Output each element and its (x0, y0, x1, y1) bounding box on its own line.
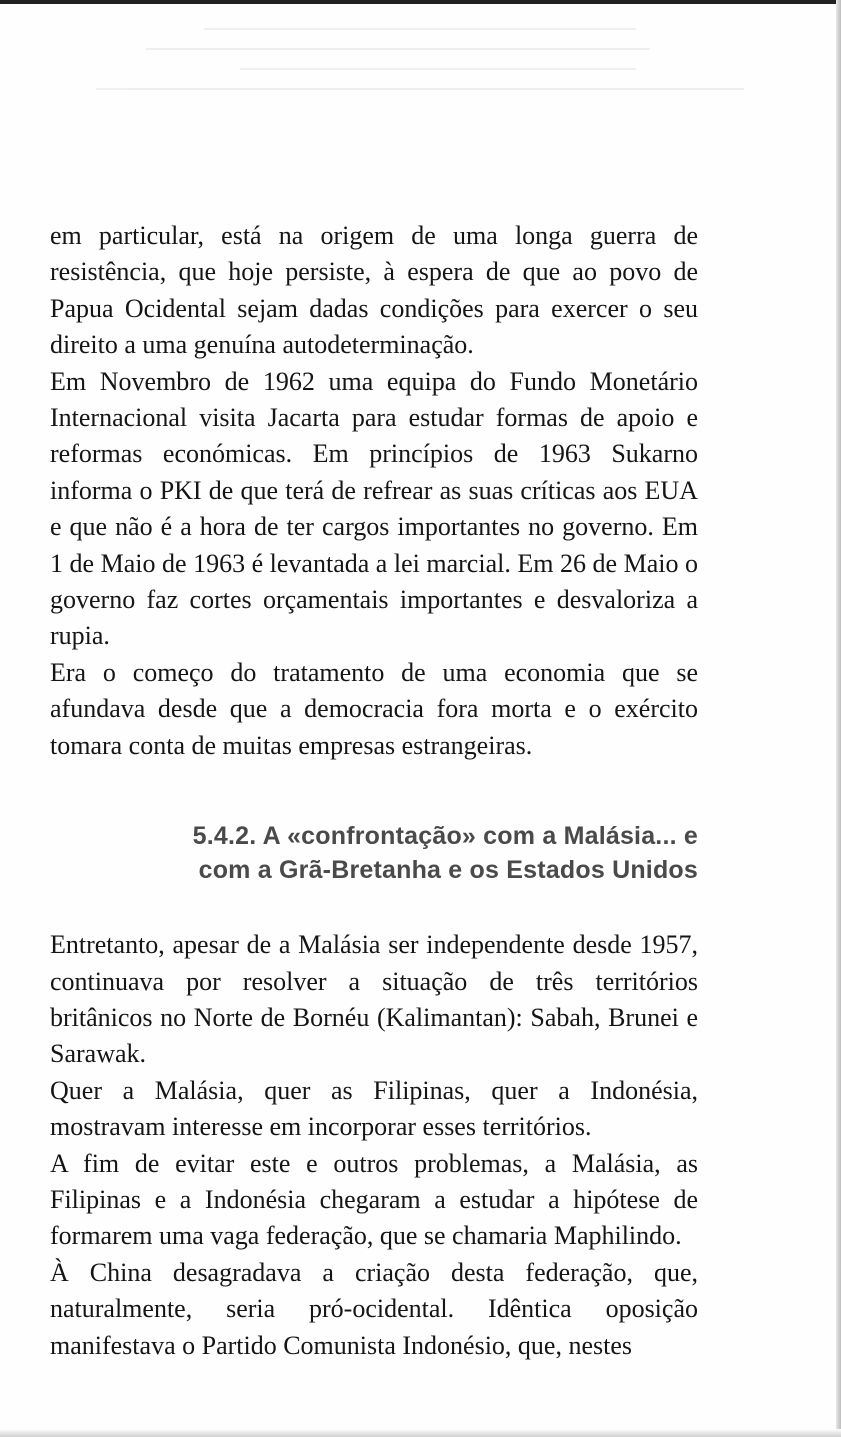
paragraph: A fim de evitar este e outros problemas, a Malásia, as Filipinas e a Indonésia chegaram a estudar a hipótese de formarem uma vaga federação, que se chamaria Maphilindo. (50, 1148, 698, 1251)
section-heading-line-2: com a Grã-Bretanha e os Estados Unidos (198, 856, 698, 885)
show-through-text (60, 10, 780, 160)
paragraph: em particular, está na origem de uma longa guerra de resistência, que hoje persiste, à espera de que ao povo de Papua Ocidental sejam dadas condições para exercer o seu direito a uma genuína autodeterminação. (50, 221, 698, 360)
page-text (50, 218, 698, 1364)
paragraph: Era o começo do tratamento de uma economia que se afundava desde que a democracia fora morta e o exército tomara conta de muitas empresas estrangeiras. (50, 657, 698, 760)
section-heading-line-1: 5.4.2. A «confrontação» com a Malásia... e (192, 822, 698, 851)
paragraph: Em Novembro de 1962 uma equipa do Fundo Monetário Internacional visita Jacarta para estudar formas de apoio e reformas económicas. Em princípios de 1963 Sukarno informa o PKI de que terá de refrear as suas críticas aos EUA e que não é a hora de ter cargos importantes no governo. Em 1 de Maio de 1963 é levantada a lei marcial. Em 26 de Maio o governo faz cortes orçamentais importantes e desvaloriza a rupia. (50, 366, 698, 651)
paragraph: Quer a Malásia, quer as Filipinas, quer a Indonésia, mostravam interesse em incorporar esses territórios. (50, 1075, 698, 1142)
page-bottom-edge (0, 1429, 841, 1437)
page-top-edge (0, 0, 841, 4)
paragraph: Entretanto, apesar de a Malásia ser independente desde 1957, continuava por resolver a situação de três territórios britânicos no Norte de Bornéu (Kalimantan): Sabah, Brunei e Sarawak. (50, 930, 698, 1069)
paragraph: À China desagradava a criação desta federação, que, naturalmente, seria pró-ocidental. Idêntica oposição manifestava o Partido Comunista Indonésio, que, nestes (50, 1257, 698, 1360)
section-heading (50, 819, 698, 887)
page-right-edge (836, 0, 841, 1437)
